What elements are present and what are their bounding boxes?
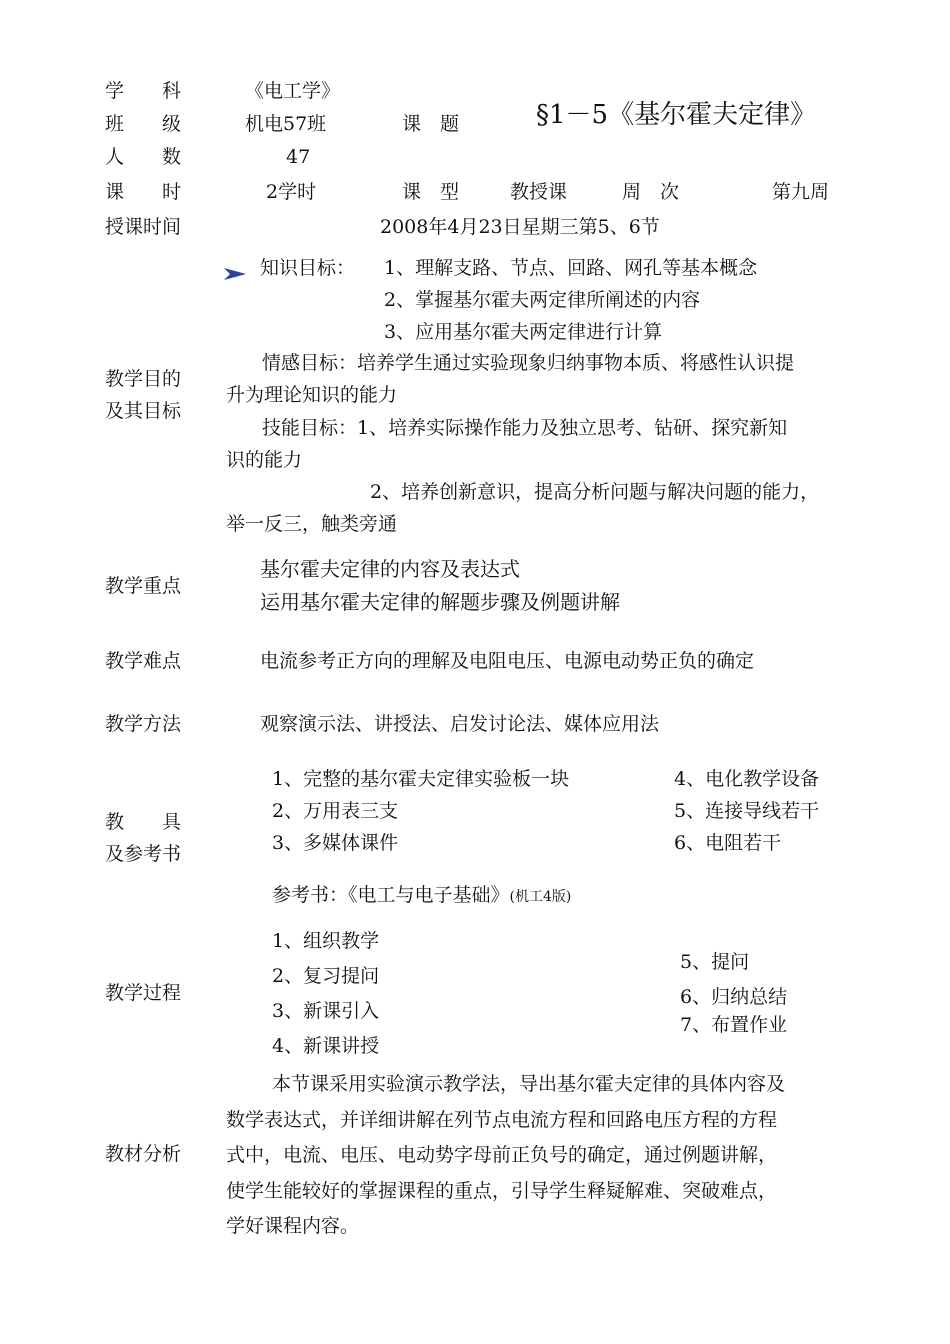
process-step-6: 6、归纳总结 xyxy=(680,986,788,1008)
emotion-line-2: 升为理论知识的能力 xyxy=(226,384,398,406)
skill-line-3: 2、培养创新意识，提高分析问题与解决问题的能力， xyxy=(370,481,820,503)
count-label: 人 数 xyxy=(105,146,182,168)
methods-label: 教学方法 xyxy=(105,713,182,735)
reference-book xyxy=(272,884,571,907)
hours-label: 课 时 xyxy=(105,181,182,203)
knowledge-label: 知识目标： xyxy=(260,257,356,279)
key-points-label: 教学重点 xyxy=(105,575,182,597)
subject-label: 学 科 xyxy=(105,80,182,102)
reference-book-edition: (机工4版) xyxy=(509,889,572,905)
analysis-line-5: 学好课程内容。 xyxy=(226,1215,360,1237)
week-value: 第九周 xyxy=(772,181,830,203)
difficulties-text: 电流参考正方向的理解及电阻电压、电源电动势正负的确定 xyxy=(260,650,755,672)
week-label: 周 次 xyxy=(622,181,680,203)
tool-item-3: 3、多媒体课件 xyxy=(272,832,399,854)
key-point-2: 运用基尔霍夫定律的解题步骤及例题讲解 xyxy=(260,590,620,614)
skill-line-4: 举一反三，触类旁通 xyxy=(226,513,398,535)
type-label: 课 型 xyxy=(402,181,460,203)
arrow-bullet-icon xyxy=(224,266,246,282)
analysis-line-4: 使学生能较好的掌握课程的重点，引导学生释疑解难、突破难点， xyxy=(226,1180,778,1202)
hours-value: 2学时 xyxy=(266,181,317,203)
class-value: 机电57班 xyxy=(245,113,327,135)
type-value: 教授课 xyxy=(510,181,568,203)
reference-book-title: 参考书：《电工与电子基础》 xyxy=(272,884,510,906)
key-point-1: 基尔霍夫定律的内容及表达式 xyxy=(260,557,520,581)
process-step-5: 5、提问 xyxy=(680,951,750,973)
objectives-label-1: 教学目的 xyxy=(105,368,182,390)
difficulties-label: 教学难点 xyxy=(105,650,182,672)
process-step-4: 4、新课讲授 xyxy=(272,1035,380,1057)
process-label: 教学过程 xyxy=(105,982,182,1004)
process-step-1: 1、组织教学 xyxy=(272,930,380,952)
lesson-title: §1－5《基尔霍夫定律》 xyxy=(536,100,817,130)
process-step-7: 7、布置作业 xyxy=(680,1014,788,1036)
tool-item-2: 2、万用表三支 xyxy=(272,800,399,822)
analysis-line-3: 式中，电流、电压、电动势字母前正负号的确定，通过例题讲解， xyxy=(226,1144,778,1166)
tool-item-1: 1、完整的基尔霍夫定律实验板一块 xyxy=(272,768,570,790)
objectives-label-2: 及其目标 xyxy=(105,400,182,422)
tool-item-6: 6、电阻若干 xyxy=(674,832,782,854)
topic-label: 课 题 xyxy=(402,113,460,135)
knowledge-item-2: 2、掌握基尔霍夫两定律所阐述的内容 xyxy=(384,289,701,311)
process-step-3: 3、新课引入 xyxy=(272,1000,380,1022)
analysis-line-1: 本节课采用实验演示教学法，导出基尔霍夫定律的具体内容及 xyxy=(272,1073,786,1095)
emotion-line-1: 情感目标：培养学生通过实验现象归纳事物本质、将感性认识提 xyxy=(262,352,795,374)
tools-label-2: 及参考书 xyxy=(105,843,182,865)
skill-line-1: 技能目标：1、培养实际操作能力及独立思考、钻研、探究新知 xyxy=(262,417,788,439)
subject-value: 《电工学》 xyxy=(245,80,341,102)
tool-item-5: 5、连接导线若干 xyxy=(674,800,820,822)
analysis-line-2: 数学表达式，并详细讲解在列节点电流方程和回路电压方程的方程 xyxy=(226,1109,778,1131)
knowledge-item-3: 3、应用基尔霍夫两定律进行计算 xyxy=(384,321,663,343)
time-value: 2008年4月23日星期三第5、6节 xyxy=(380,216,660,238)
tool-item-4: 4、电化教学设备 xyxy=(674,768,820,790)
class-label: 班 级 xyxy=(105,113,182,135)
count-value: 47 xyxy=(286,146,311,168)
analysis-label: 教材分析 xyxy=(105,1143,182,1165)
arrow-bullet-shape xyxy=(224,268,246,280)
process-step-2: 2、复习提问 xyxy=(272,965,380,987)
methods-text: 观察演示法、讲授法、启发讨论法、媒体应用法 xyxy=(260,713,660,735)
skill-line-2: 识的能力 xyxy=(226,449,303,471)
tools-label-1: 教 具 xyxy=(105,811,182,833)
knowledge-item-1: 1、理解支路、节点、回路、网孔等基本概念 xyxy=(384,257,758,279)
time-label: 授课时间 xyxy=(105,216,182,238)
